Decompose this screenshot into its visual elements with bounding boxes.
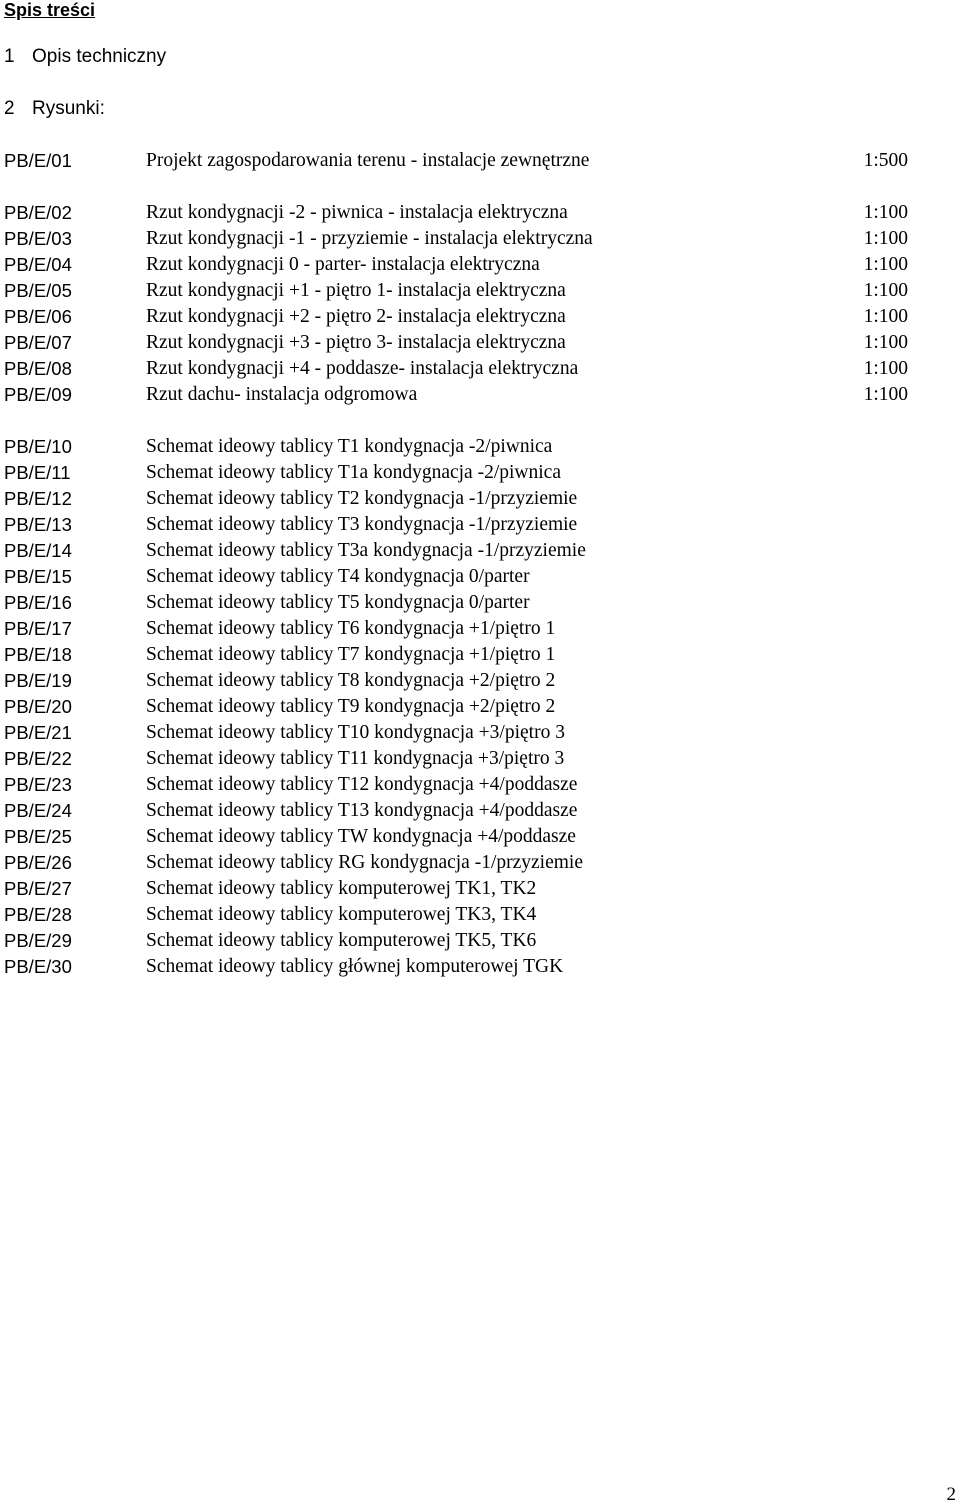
drawing-description: Schemat ideowy tablicy T2 kondygnacja -1/przyziemie [146, 488, 578, 509]
drawing-description: Schemat ideowy tablicy komputerowej TK1, TK2 [146, 878, 537, 899]
drawing-code: PB/E/10 [4, 436, 72, 457]
drawing-row [0, 694, 960, 720]
drawing-scale: 1:100 [863, 280, 908, 301]
drawing-code: PB/E/24 [4, 800, 72, 821]
drawing-row [0, 902, 960, 928]
drawing-row [0, 512, 960, 538]
drawing-description: Schemat ideowy tablicy T5 kondygnacja 0/parter [146, 592, 530, 613]
drawing-code: PB/E/23 [4, 774, 72, 795]
drawing-row [0, 876, 960, 902]
drawing-description: Rzut kondygnacji -2 - piwnica - instalacja elektryczna [146, 202, 568, 223]
drawing-code: PB/E/29 [4, 930, 72, 951]
drawing-description: Schemat ideowy tablicy komputerowej TK5, TK6 [146, 930, 537, 951]
drawing-description: Schemat ideowy tablicy T9 kondygnacja +2/piętro 2 [146, 696, 556, 717]
section-rysunki [4, 98, 105, 120]
page-number: 2 [946, 1484, 956, 1505]
drawing-description: Schemat ideowy tablicy T11 kondygnacja +3/piętro 3 [146, 748, 565, 769]
drawing-row [0, 720, 960, 746]
drawing-row [0, 538, 960, 564]
section-label: Opis techniczny [32, 46, 167, 67]
drawing-code: PB/E/16 [4, 592, 72, 613]
section-number: 2 [4, 98, 15, 119]
drawing-row [0, 928, 960, 954]
drawing-row [0, 590, 960, 616]
drawing-code: PB/E/27 [4, 878, 72, 899]
drawing-code: PB/E/07 [4, 332, 72, 353]
drawing-code: PB/E/30 [4, 956, 72, 977]
drawing-code: PB/E/14 [4, 540, 72, 561]
drawing-row [0, 226, 960, 252]
drawing-row [0, 772, 960, 798]
drawing-code: PB/E/06 [4, 306, 72, 327]
drawing-description: Rzut dachu- instalacja odgromowa [146, 384, 418, 405]
drawing-code: PB/E/15 [4, 566, 72, 587]
drawing-code: PB/E/13 [4, 514, 72, 535]
page-title: Spis treści [4, 0, 96, 20]
section-number: 1 [4, 46, 15, 67]
drawing-row [0, 460, 960, 486]
drawing-row [0, 356, 960, 382]
drawing-code: PB/E/09 [4, 384, 72, 405]
drawing-code: PB/E/19 [4, 670, 72, 691]
drawing-row [0, 278, 960, 304]
drawing-row [0, 304, 960, 330]
drawing-description: Schemat ideowy tablicy RG kondygnacja -1/przyziemie [146, 852, 583, 873]
drawing-description: Rzut kondygnacji +1 - piętro 1- instalacja elektryczna [146, 280, 566, 301]
drawing-code: PB/E/17 [4, 618, 72, 639]
drawing-description: Schemat ideowy tablicy T10 kondygnacja +3/piętro 3 [146, 722, 565, 743]
drawing-description: Projekt zagospodarowania terenu - instalacje zewnętrzne [146, 150, 590, 171]
drawing-row [0, 668, 960, 694]
drawing-description: Schemat ideowy tablicy T3 kondygnacja -1/przyziemie [146, 514, 578, 535]
drawing-code: PB/E/08 [4, 358, 72, 379]
drawing-code: PB/E/25 [4, 826, 72, 847]
drawing-description: Schemat ideowy tablicy T6 kondygnacja +1/piętro 1 [146, 618, 556, 639]
drawing-description: Schemat ideowy tablicy T13 kondygnacja +4/poddasze [146, 800, 578, 821]
drawing-row [0, 200, 960, 226]
drawing-code: PB/E/20 [4, 696, 72, 717]
drawing-code: PB/E/03 [4, 228, 72, 249]
drawing-code: PB/E/11 [4, 462, 71, 483]
drawing-row [0, 824, 960, 850]
drawing-scale: 1:500 [863, 150, 908, 171]
drawing-code: PB/E/18 [4, 644, 72, 665]
drawing-description: Schemat ideowy tablicy T4 kondygnacja 0/parter [146, 566, 530, 587]
drawing-row [0, 564, 960, 590]
drawing-row [0, 746, 960, 772]
drawing-row [0, 330, 960, 356]
drawing-description: Schemat ideowy tablicy T8 kondygnacja +2/piętro 2 [146, 670, 556, 691]
drawing-code: PB/E/22 [4, 748, 72, 769]
drawing-scale: 1:100 [863, 332, 908, 353]
drawing-description: Schemat ideowy tablicy T12 kondygnacja +4/poddasze [146, 774, 578, 795]
drawing-row [0, 434, 960, 460]
drawing-code: PB/E/02 [4, 202, 72, 223]
section-opis-techniczny [4, 46, 166, 68]
drawing-code: PB/E/01 [4, 150, 72, 171]
drawing-row [0, 798, 960, 824]
drawing-row [0, 616, 960, 642]
drawing-scale: 1:100 [863, 384, 908, 405]
drawing-scale: 1:100 [863, 228, 908, 249]
drawing-row [0, 850, 960, 876]
drawing-code: PB/E/21 [4, 722, 72, 743]
drawing-code: PB/E/12 [4, 488, 72, 509]
drawing-row [0, 252, 960, 278]
drawing-row [0, 382, 960, 408]
drawing-code: PB/E/04 [4, 254, 72, 275]
drawing-row [0, 954, 960, 980]
drawing-description: Schemat ideowy tablicy T3a kondygnacja -1/przyziemie [146, 540, 586, 561]
drawing-description: Rzut kondygnacji +2 - piętro 2- instalacja elektryczna [146, 306, 566, 327]
drawing-description: Schemat ideowy tablicy T7 kondygnacja +1/piętro 1 [146, 644, 556, 665]
drawing-description: Schemat ideowy tablicy głównej komputerowej TGK [146, 956, 564, 977]
drawing-row [0, 486, 960, 512]
drawing-description: Schemat ideowy tablicy T1 kondygnacja -2/piwnica [146, 436, 553, 457]
drawing-description: Rzut kondygnacji 0 - parter- instalacja elektryczna [146, 254, 540, 275]
drawing-code: PB/E/28 [4, 904, 72, 925]
section-label: Rysunki: [32, 98, 105, 119]
drawing-scale: 1:100 [863, 254, 908, 275]
drawing-description: Schemat ideowy tablicy TW kondygnacja +4/poddasze [146, 826, 576, 847]
drawing-code: PB/E/26 [4, 852, 72, 873]
drawing-row [0, 642, 960, 668]
drawing-description: Rzut kondygnacji +4 - poddasze- instalacja elektryczna [146, 358, 579, 379]
drawing-description: Rzut kondygnacji -1 - przyziemie - instalacja elektryczna [146, 228, 593, 249]
drawing-description: Rzut kondygnacji +3 - piętro 3- instalacja elektryczna [146, 332, 566, 353]
drawing-description: Schemat ideowy tablicy T1a kondygnacja -2/piwnica [146, 462, 561, 483]
drawing-code: PB/E/05 [4, 280, 72, 301]
drawing-scale: 1:100 [863, 358, 908, 379]
drawing-scale: 1:100 [863, 306, 908, 327]
drawing-description: Schemat ideowy tablicy komputerowej TK3, TK4 [146, 904, 537, 925]
drawing-scale: 1:100 [863, 202, 908, 223]
drawing-row [0, 148, 960, 174]
